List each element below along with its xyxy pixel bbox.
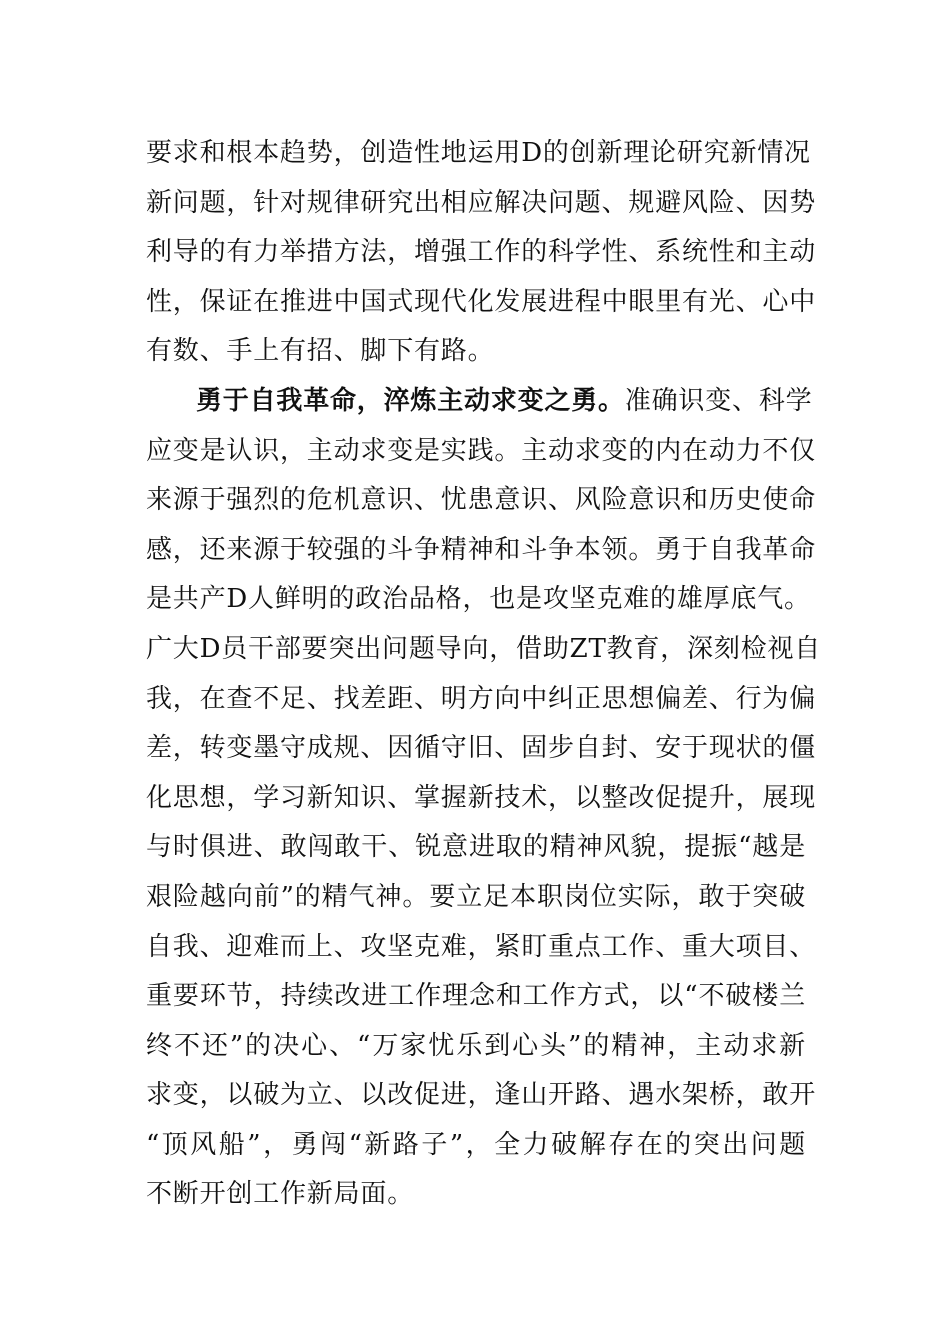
text-line: 差，转变墨守成规、因循守旧、固步自封、安于现状的僵: [146, 733, 817, 764]
text-line: 来源于强烈的危机意识、忧患意识、风险意识和历史使命: [146, 485, 817, 516]
body-text: [146, 129, 822, 1220]
paragraph-1: [146, 129, 817, 377]
text-line: 广大D员干部要突出问题导向，借助ZT教育，深刻检视自: [146, 633, 822, 664]
text-line: 不断开创工作新局面。: [146, 1179, 415, 1210]
text-line: 新问题，针对规律研究出相应解决问题、规避风险、因势: [146, 187, 817, 218]
text-line: 感，还来源于较强的斗争精神和斗争本领。勇于自我革命: [146, 534, 817, 565]
text-line: 我，在查不足、找差距、明方向中纠正思想偏差、行为偏: [146, 683, 817, 714]
paragraph-lead-heading: 勇于自我革命，淬炼主动求变之勇。: [196, 385, 625, 416]
text-line: 是共产D人鲜明的政治品格，也是攻坚克难的雄厚底气。: [146, 584, 811, 615]
text-segment: 准确识变、科学: [624, 385, 813, 416]
text-line: 艰险越向前”的精气神。要立足本职岗位实际，敢于突破: [146, 881, 806, 912]
text-line: “顶风船”，勇闯“新路子”，全力破解存在的突出问题: [146, 1129, 806, 1160]
text-line: 性，保证在推进中国式现代化发展进程中眼里有光、心中: [146, 286, 817, 317]
text-line: 与时俱进、敢闯敢干、锐意进取的精神风貌，提振“越是: [146, 832, 806, 863]
text-line: 重要环节，持续改进工作理念和工作方式，以“不破楼兰: [146, 981, 806, 1012]
text-line: 应变是认识，主动求变是实践。主动求变的内在动力不仅: [146, 435, 817, 466]
text-line: 自我、迎难而上、攻坚克难，紧盯重点工作、重大项目、: [146, 931, 817, 962]
text-line: 求变，以破为立、以改促进，逢山开路、遇水架桥，敢开: [146, 1080, 817, 1111]
text-line: 要求和根本趋势，创造性地运用D的创新理论研究新情况: [146, 138, 811, 168]
text-line: 终不还”的决心、“万家忧乐到心头”的精神，主动求新: [146, 1030, 806, 1061]
text-line: 利导的有力举措方法，增强工作的科学性、系统性和主动: [146, 237, 817, 268]
text-line: 化思想，学习新知识、掌握新技术，以整改促提升，展现: [146, 782, 817, 813]
paragraph-first-line: [146, 377, 813, 427]
text-line: 有数、手上有招、脚下有路。: [146, 336, 495, 367]
paragraph-2: [146, 377, 822, 1220]
